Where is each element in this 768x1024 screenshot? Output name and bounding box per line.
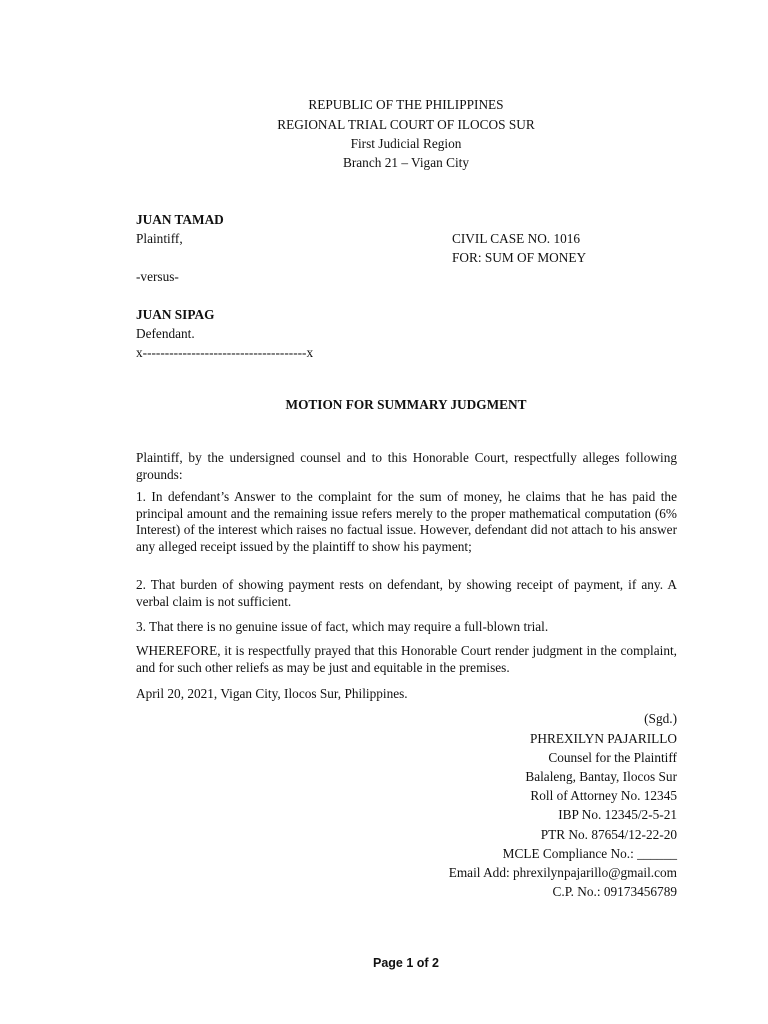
ground-3-paragraph: 3. That there is no genuine issue of fact, which may require a full-blown trial. — [136, 619, 549, 634]
document-title: MOTION FOR SUMMARY JUDGMENT — [285, 397, 527, 412]
signed-mark: (Sgd.) — [644, 711, 677, 726]
ptr-number: PTR No. 87654/12-22-20 — [540, 827, 677, 842]
ground-2-paragraph: 2. That burden of showing payment rests on defendant, by showing receipt of payment, if any. A verbal claim is not sufficient. — [136, 577, 677, 609]
versus-label: -versus- — [136, 269, 179, 284]
mcle-compliance: MCLE Compliance No.: ______ — [502, 846, 677, 861]
page-number: Page 1 of 2 — [373, 956, 439, 970]
prayer-paragraph: WHEREFORE, it is respectfully prayed that this Honorable Court render judgment in the complaint, and for such other reliefs as may be just and equitable in the premises. — [136, 643, 677, 675]
contact-number: C.P. No.: 09173456789 — [552, 884, 677, 899]
court-header-branch: Branch 21 – Vigan City — [342, 155, 469, 170]
court-header-republic: REPUBLIC OF THE PHILIPPINES — [308, 97, 504, 112]
plaintiff-role: Plaintiff, — [136, 231, 183, 246]
counsel-name: PHREXILYN PAJARILLO — [529, 731, 677, 746]
intro-paragraph: Plaintiff, by the undersigned counsel and to this Honorable Court, respectfully alleges following grounds: — [136, 450, 677, 482]
case-nature: FOR: SUM OF MONEY — [452, 250, 587, 265]
ground-1-paragraph: 1. In defendant’s Answer to the complaint for the sum of money, he claims that he has paid the principal amount and the remaining issue refers merely to the proper mathematical computation (6% Interest) of the interest which raises no factual issue. However, defendant did not attach to his answer any alleged receipt issued by the plaintiff to show his payment; — [136, 489, 677, 554]
defendant-name: JUAN SIPAG — [136, 307, 215, 322]
date-place: April 20, 2021, Vigan City, Ilocos Sur, Philippines. — [136, 686, 408, 701]
court-header-region: First Judicial Region — [350, 136, 462, 151]
defendant-role: Defendant. — [136, 326, 195, 341]
caption-divider: x-------------------------------------x — [136, 345, 314, 360]
plaintiff-name: JUAN TAMAD — [136, 212, 224, 227]
court-header-rtc: REGIONAL TRIAL COURT OF ILOCOS SUR — [277, 117, 535, 132]
civil-case-number: CIVIL CASE NO. 1016 — [452, 231, 581, 246]
counsel-role: Counsel for the Plaintiff — [548, 750, 677, 765]
counsel-address: Balaleng, Bantay, Ilocos Sur — [525, 769, 677, 784]
roll-of-attorney: Roll of Attorney No. 12345 — [530, 788, 677, 803]
email-address: Email Add: phrexilynpajarillo@gmail.com — [448, 865, 677, 880]
ibp-number: IBP No. 12345/2-5-21 — [558, 807, 677, 822]
